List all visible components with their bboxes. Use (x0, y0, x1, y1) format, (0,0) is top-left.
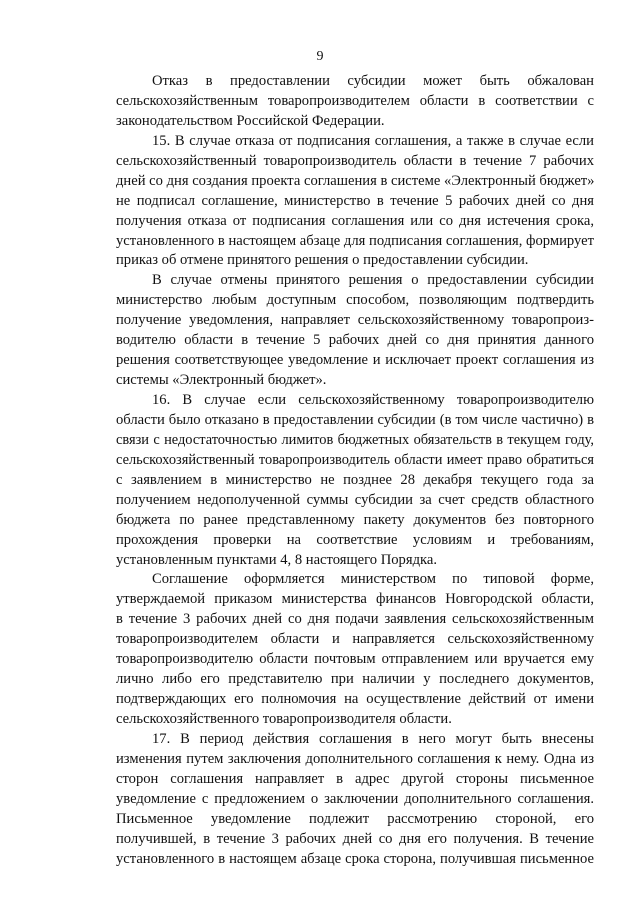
text-line: министерство любым доступным способом, позволяющим подтвердить (116, 292, 594, 309)
text-line: лично либо его представителю при наличии у последнего документов, (116, 671, 594, 688)
text-line: получившей, в течение 3 рабочих дней со дня его получения. В течение (116, 830, 594, 847)
text-line: товаропроизводителю области почтовым отправлением или вручается ему (116, 651, 594, 668)
text-line: 16. В случае если сельскохозяйственному товаропроизводителю (152, 392, 594, 408)
text-line: сельскохозяйственный товаропроизводитель области в течение 7 рабочих (116, 152, 594, 169)
text-line: сельскохозяйственным товаропроизводителем области в соответствии с (116, 92, 594, 109)
text-line: товаропроизводителем области и направляется сельскохозяйственному (116, 631, 594, 648)
text-line: системы «Электронный бюджет». (116, 372, 327, 389)
text-line: утверждаемой приказом министерства финансов Новгородской области, (116, 591, 594, 608)
text-line: установленным пунктами 4, 8 настоящего Порядка. (116, 551, 437, 568)
text-line: сельскохозяйственного товаропроизводителя области. (116, 711, 452, 727)
text-line: получение уведомления, направляет сельскохозяйственному товаропроиз- (116, 312, 594, 329)
document-body (116, 72, 594, 870)
text-line: Отказ в предоставлении субсидии может быть обжалован (152, 73, 594, 89)
text-line: получения отказа от подписания соглашения или со дня истечения срока, (116, 212, 594, 229)
text-line: приказ об отмене принятого решения о предоставлении субсидии. (116, 252, 529, 269)
text-line: получением недополученной суммы субсидии за счет средств областного (116, 491, 594, 508)
text-line: бюджета по ранее представленному пакету документов без повторного (116, 511, 594, 528)
text-line: не подписал соглашение, министерство в течение 5 рабочих дней со дня (116, 192, 594, 209)
page-number: 9 (316, 49, 324, 64)
text-line: водителю области в течение 5 рабочих дней со дня принятия данного (116, 332, 594, 349)
text-line: области было отказано в предоставлении субсидии (в том числе частично) в (116, 411, 594, 428)
text-line: решения соответствующее уведомление и исключает проект соглашения из (116, 352, 594, 369)
text-line: в течение 3 рабочих дней со дня подачи заявления сельскохозяйственным (116, 611, 594, 628)
text-line: сторон соглашения направляет в адрес другой стороны письменное (116, 770, 594, 787)
text-line: установленного в настоящем абзаце для подписания соглашения, формирует (116, 232, 594, 249)
text-line: связи с недостаточностью лимитов бюджетных обязательств в текущем году, (116, 431, 594, 448)
text-line: изменения путем заключения дополнительного соглашения к нему. Одна из (116, 750, 594, 767)
text-line: 17. В период действия соглашения в него могут быть внесены (152, 730, 594, 747)
text-line: В случае отмены принятого решения о предоставлении субсидии (152, 272, 594, 289)
text-line: с заявлением в министерство не позднее 28 декабря текущего года за (116, 471, 594, 488)
text-line: Письменное уведомление подлежит рассмотрению стороной, его (116, 810, 594, 827)
text-line: 15. В случае отказа от подписания соглашения, а также в случае если (152, 132, 594, 149)
text-line: сельскохозяйственный товаропроизводитель области имеет право обратиться (116, 451, 594, 468)
text-line: подтверждающих его полномочия на осуществление действий от имени (116, 691, 594, 708)
text-line: прохождения проверки на соответствие условиям и требованиям, (116, 531, 594, 548)
text-line: уведомление с предложением о заключении дополнительного соглашения. (116, 790, 594, 807)
text-line: дней со дня создания проекта соглашения в системе «Электронный бюджет» (116, 172, 595, 189)
text-line: законодательством Российской Федерации. (116, 112, 385, 129)
text-line: установленного в настоящем абзаце срока сторона, получившая письменное (116, 850, 594, 867)
text-line: Соглашение оформляется министерством по типовой форме, (152, 571, 594, 588)
